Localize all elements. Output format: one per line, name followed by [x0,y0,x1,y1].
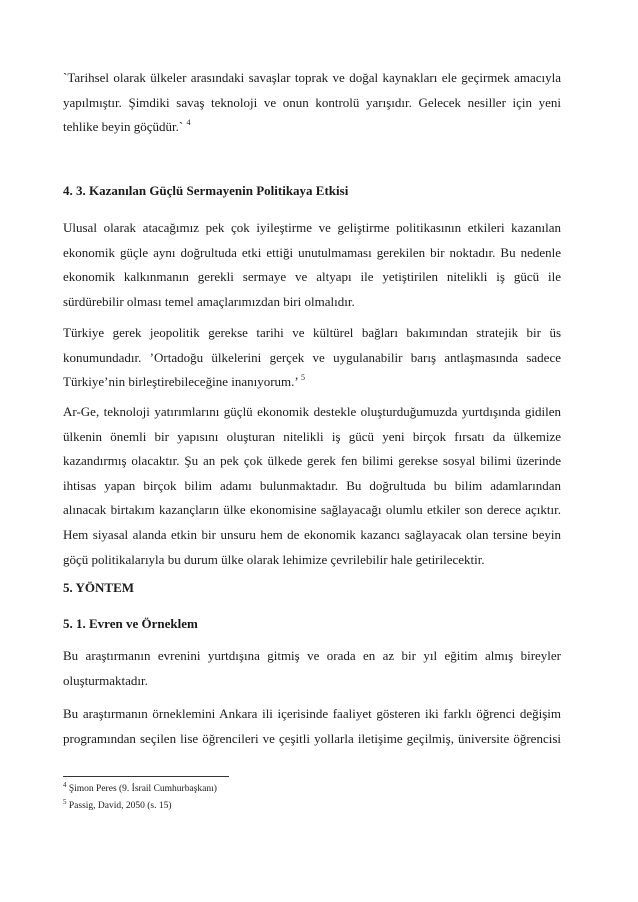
text-line: programından seçilen lise öğrencileri ve çeşitli yollarla iletişime geçilmiş, üniversite öğrencisi [63,730,561,746]
text-line: Bu araştırmanın evrenini yurtdışına gitmiş ve orada en az bir yıl eğitim almış bireyler [63,648,561,663]
footnote [63,799,172,813]
text-line: Türkiye gerek jeopolitik gerekse tarihi ve kültürel bağları bakımından stratejik bir üs [63,325,561,340]
text-line: ekonomik güçle aynı doğrultuda etki ettiği unutulmaması gerekilen bir noktadır. Bu nedenle [63,244,561,260]
text-line: `Tarihsel olarak ülkeler arasındaki savaşlar toprak ve doğal kaynakları ele geçirmek amacıyla [63,70,561,85]
text-line [63,370,561,395]
footnote-number: 4 [63,781,67,789]
footnote-ref: 4 [186,118,191,128]
paragraph [63,400,561,572]
text-line: göçü politikalarıyla bu durum ülke olarak lehimize çevrilebilir hale getirilecektir. [63,551,485,567]
text-line: konumundadır. ’Ortadoğu ülkelerini gerçek ve uygulanabilir barış antlaşmasında sadece [63,349,561,365]
text-line: ekonomik kalkınmanın gerekli sermaye ve altyapı ile yetiştirilen nitelikli iş gücü ile [63,269,561,285]
text-line: ihtisas yapan birçok bilim adamı bulunmaktadır. Bu doğrultuda bu bilim adamlarından [63,477,561,493]
footnote-text: Şimon Peres (9. İsrail Cumhurbaşkanı) [68,784,217,794]
text-line-content: tehlike beyin göçüdür.` [63,119,184,135]
section-heading-5: 5. YÖNTEM [63,580,135,595]
quote-paragraph [63,66,561,140]
text-line: Ulusal olarak atacağımız pek çok iyileştirme ve geliştirme politikasının etkileri kazanılan [63,220,561,235]
text-line: oluşturmaktadır. [63,672,148,688]
text-line: sürdürebilir olması temel amaçlarımızdan biri olmalıdır. [63,293,355,309]
text-line: Bu araştırmanın örneklemini Ankara ili içerisinde faaliyet gösteren iki farklı öğrenci değişim [63,706,561,721]
footnote-text: Passig, David, 2050 (s. 15) [68,801,172,811]
paragraph [63,702,561,751]
subsection-heading-5-1: 5. 1. Evren ve Örneklem [63,616,198,631]
footnote-number: 5 [63,798,67,806]
text-line: Ar-Ge, teknoloji yatırımlarını güçlü ekonomik destekle oluşturduğumuzda yurtdışında gidilen [63,404,561,419]
text-line-content: Türkiye’nin birleştirebileceğine inanıyorum.’ [63,374,298,390]
text-line [63,115,561,140]
paragraph [63,644,561,693]
text-line: ülkenin önemli bir yapısını oluşturan nitelikli iş gücü yeni birçok fırsatı da ülkemize [63,428,561,444]
paragraph [63,216,561,314]
text-line: Hem siyasal alanda etkin bir unsuru hem de ekonomik kazancı sağlayacak olan tersine beyin [63,526,561,542]
footnote [63,782,217,796]
text-line: yapılmıştır. Şimdiki savaş teknoloji ve onun kontrolü yarışıdır. Gelecek nesiller için yeni [63,94,561,110]
paragraph [63,321,561,395]
text-line: kazandırmış olacaktır. Şu an pek çok ülkede gerek fen bilimi gerekse sosyal bilimi üzerinde [63,453,561,469]
section-heading-4-3: 4. 3. Kazanılan Güçlü Sermayenin Politikaya Etkisi [63,183,349,198]
text-line: alınacak birtakım kazançların ülke ekonomisine sağlayacağı olumlu etkiler son derece açıktır. [63,502,561,518]
footnote-ref: 5 [301,373,306,383]
footnote-divider [63,776,229,777]
